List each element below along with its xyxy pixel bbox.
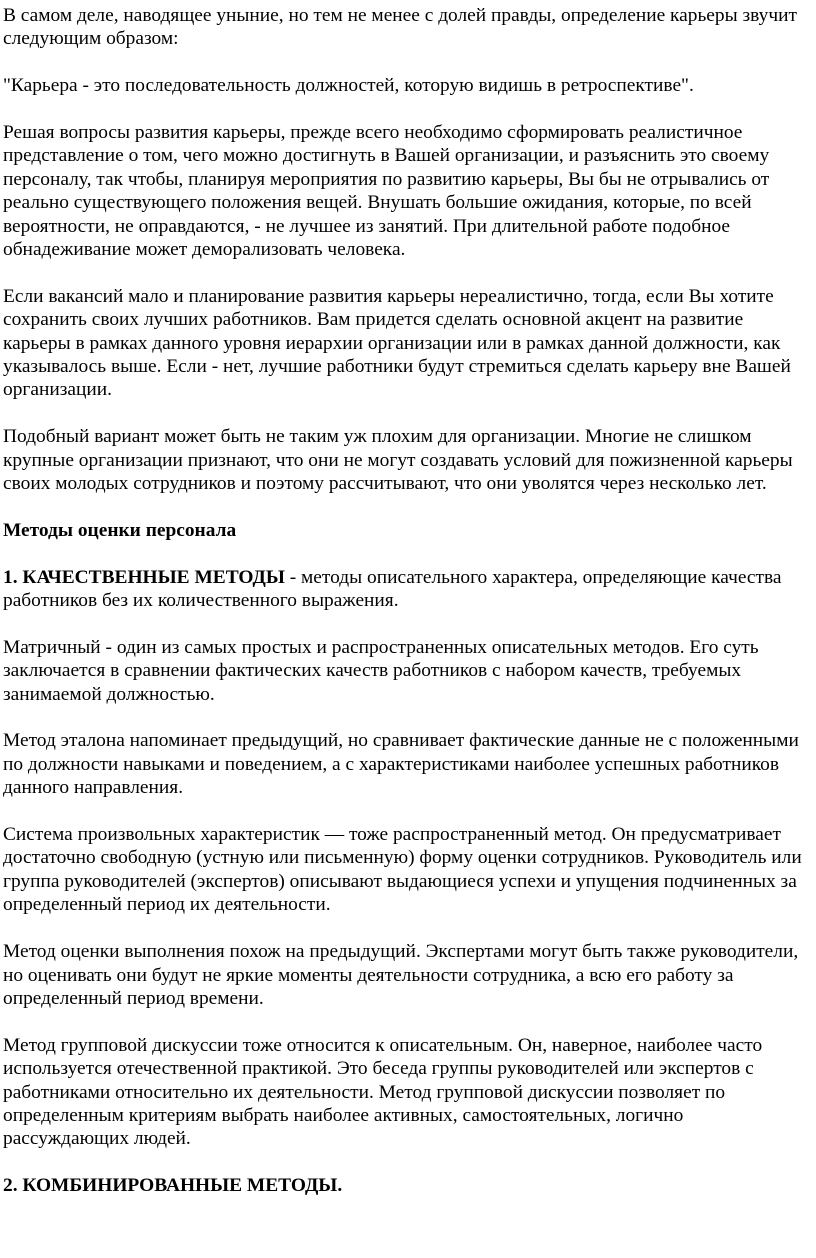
paragraph-career-quote: "Карьера - это последовательность должностей, которую видишь в ретроспективе". [3,75,694,97]
paragraph-matrix-method: Матричный - один из самых простых и распространенных описательных методов. Его суть заключается в сравнении фактических качеств работников с набором качеств, требуемых занимаемой должностью. [3,636,759,705]
section-heading-assessment-methods: Методы оценки персонала [3,519,237,541]
qualitative-methods-text: - методы описательного характера, определяющие качества работников без их количественного выражения. [3,566,782,612]
qualitative-methods-label: 1. КАЧЕСТВЕННЫЕ МЕТОДЫ [3,566,285,588]
paragraph-career-development: Решая вопросы развития карьеры, прежде всего необходимо сформировать реалистичное представление о том, чего можно достигнуть в Вашей организации, и разъяснить это своему персоналу, так чтобы, планируя мероприятия по развитию карьеры, Вы бы не отрывались от реально существующего положения вещей. Внушать большие ожидания, которые, по всей вероятности, не оправдаются, - не лучшее из занятий. При длительной работе подобное обнадеживание может деморализовать человека. [3,122,770,261]
paragraph-arbitrary-characteristics: Система произвольных характеристик — тоже распространенный метод. Он предусматривает достаточно свободную (устную или письменную) форму оценки сотрудников. Руководитель или группа руководителей (экспертов) описывают выдающиеся успехи и упущения подчиненных за определенный период их деятельности. [3,824,802,916]
document-page [3,4,813,1221]
section-heading-combined-methods: 2. КОМБИНИРОВАННЫЕ МЕТОДЫ. [3,1175,343,1197]
paragraph-vacancies: Если вакансий мало и планирование развития карьеры нереалистично, тогда, если Вы хотите сохранить своих лучших работников. Вам придется сделать основной акцент на развитие карьеры в рамках данного уровня иерархии организации или в рамках данной должности, как указывалось выше. Если - нет, лучшие работники будут стремиться сделать карьеру вне Вашей организации. [3,285,791,401]
paragraph-qualitative-methods [3,566,813,613]
paragraph-organization-variant: Подобный вариант может быть не таким уж плохим для организации. Многие не слишком крупные организации признают, что они не могут создавать условий для пожизненной карьеры своих молодых сотрудников и поэтому рассчитывают, что они уволятся через несколько лет. [3,426,793,495]
paragraph-performance-assessment: Метод оценки выполнения похож на предыдущий. Экспертами могут быть также руководители, но оценивать они будут не яркие моменты деятельности сотрудника, а всю его работу за определенный период времени. [3,941,799,1009]
paragraph-benchmark-method: Метод эталона напоминает предыдущий, но сравнивает фактические данные не с положенными по должности навыками и поведением, а с характеристиками наиболее успешных работников данного направления. [3,730,799,799]
paragraph-group-discussion: Метод групповой дискуссии тоже относится к описательным. Он, наверное, наиболее часто используется отечественной практикой. Это беседа группы руководителей или экспертов с работниками относительно их деятельности. Метод групповой дискуссии позволяет по определенным критериям выбрать наиболее активных, самостоятельных, логично рассуждающих людей. [3,1034,763,1150]
paragraph-career-definition-intro: В самом деле, наводящее уныние, но тем не менее с долей правды, определение карьеры звучит следующим образом: [3,5,797,50]
